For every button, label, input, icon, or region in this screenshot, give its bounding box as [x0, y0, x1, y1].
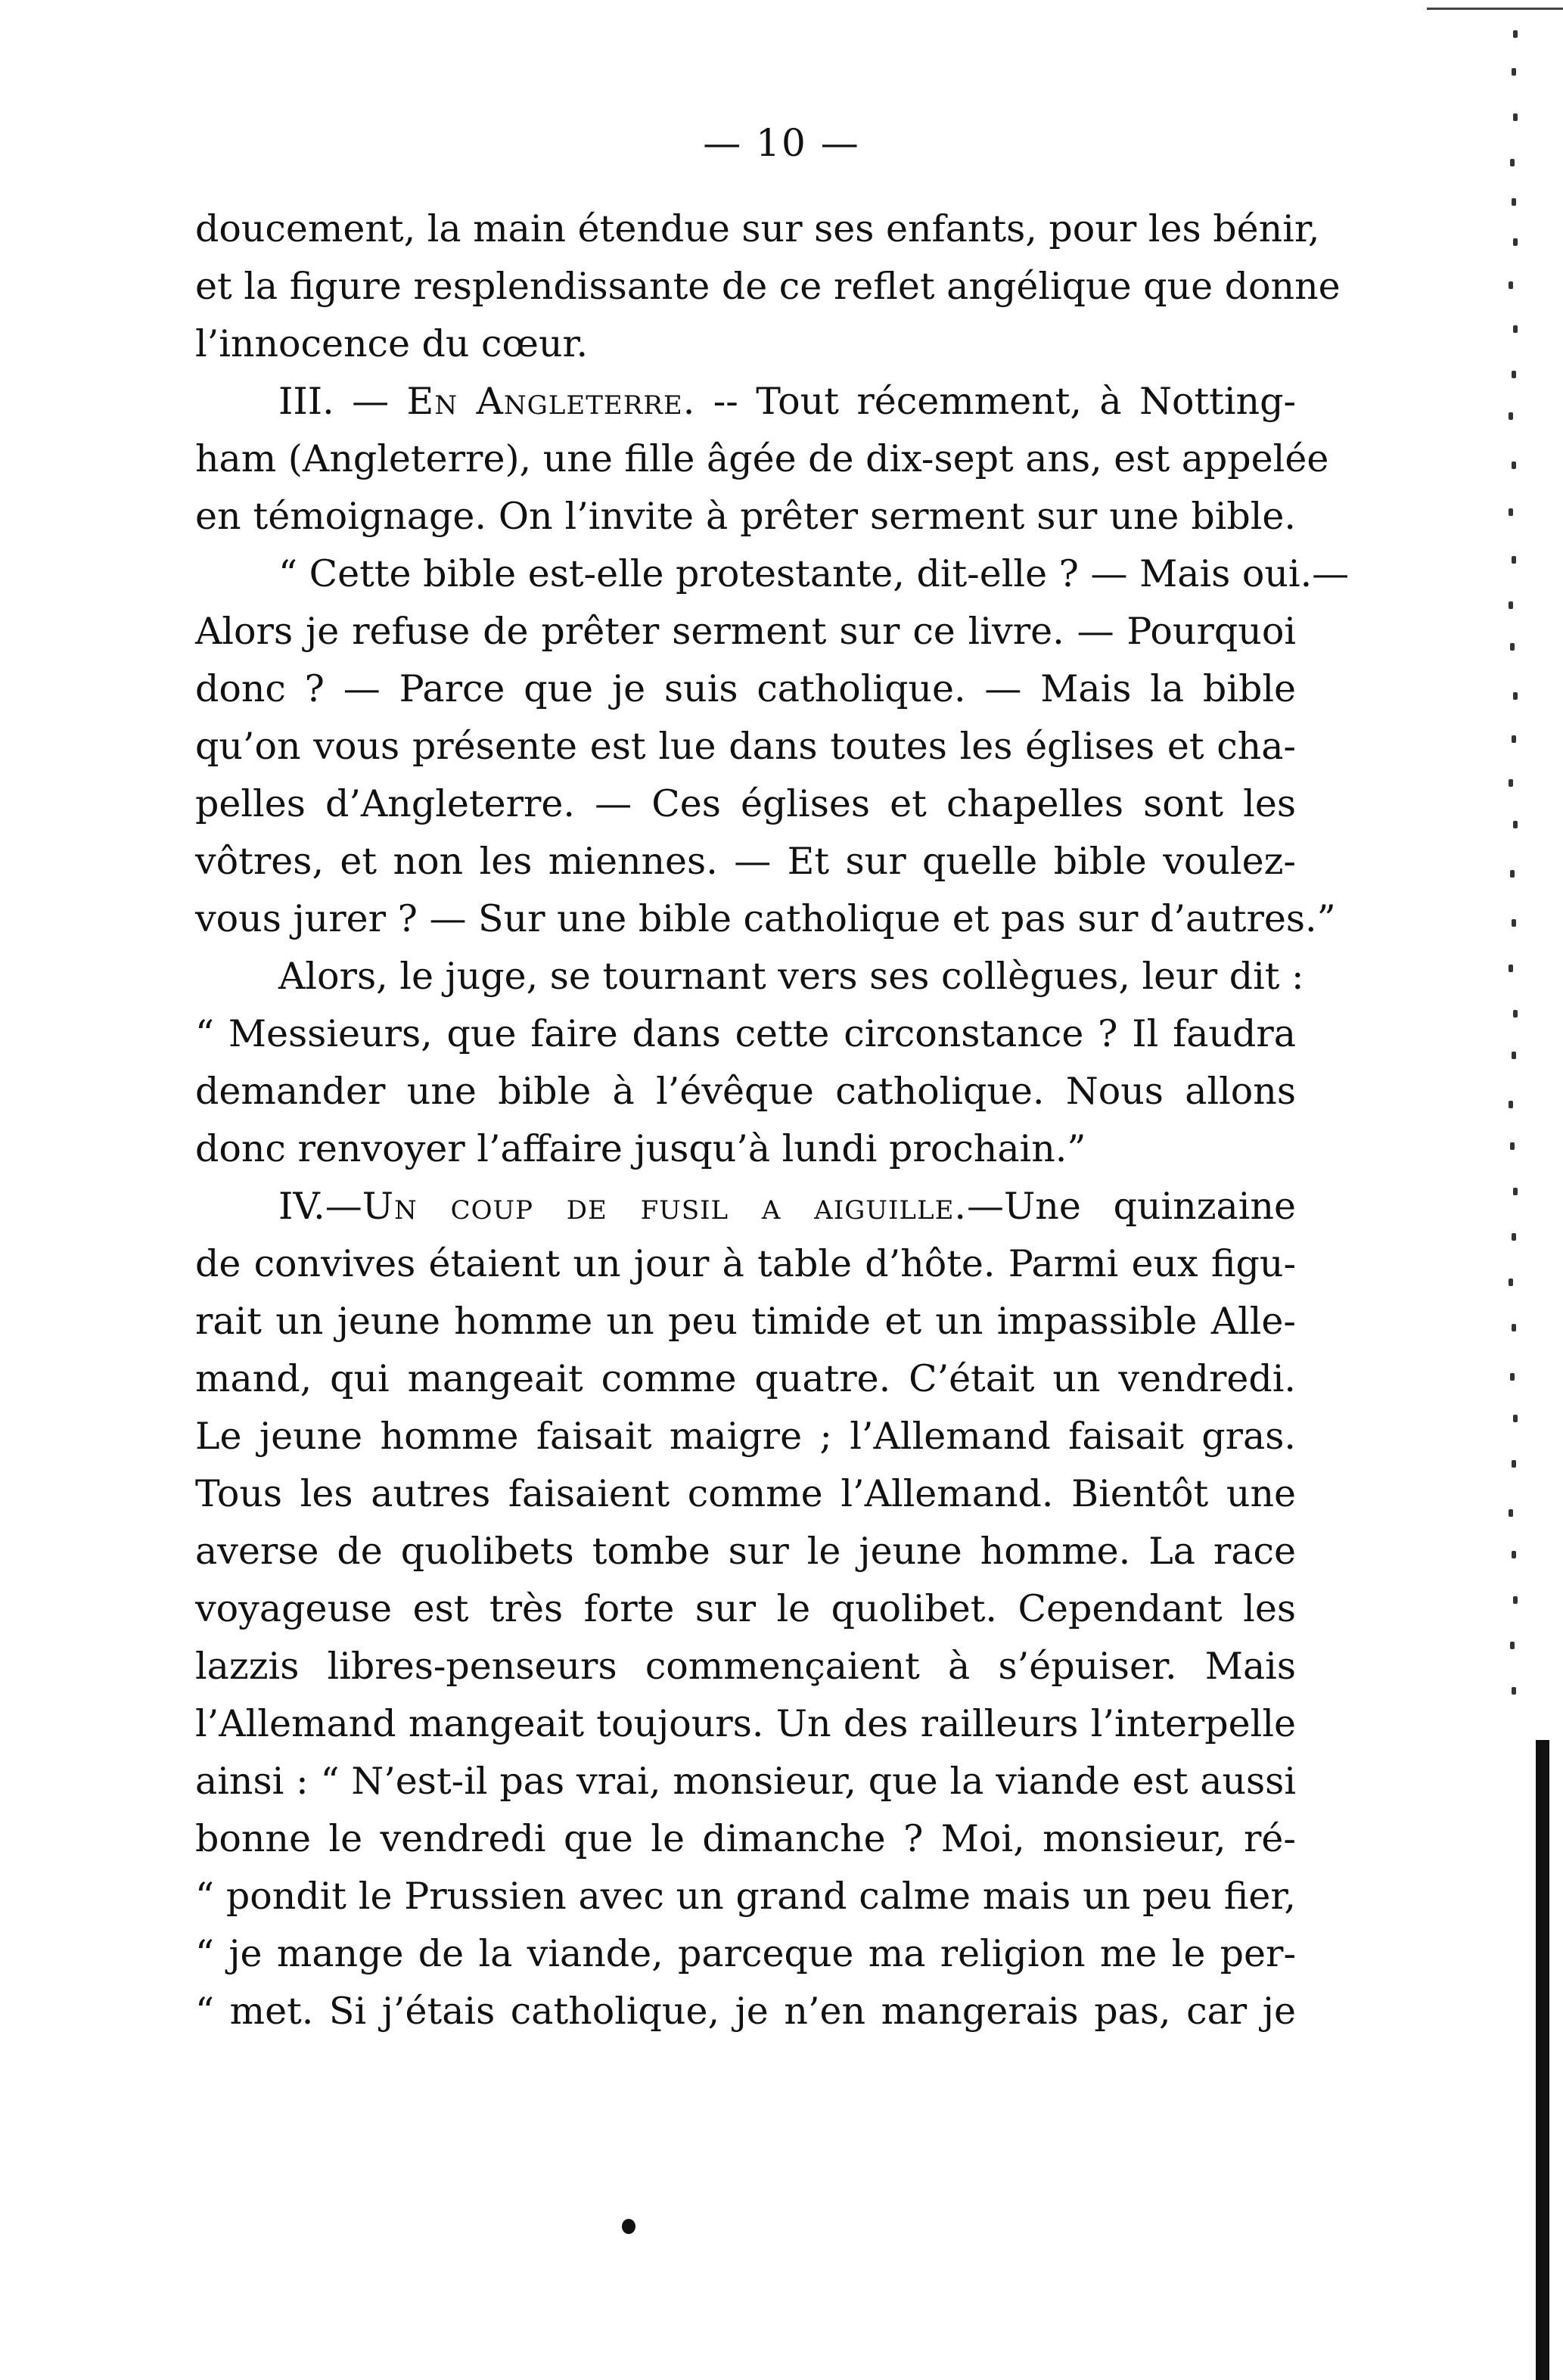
edge-mark	[1510, 643, 1515, 651]
edge-mark	[1509, 779, 1513, 787]
section-heading-line	[195, 1178, 1296, 1235]
edge-mark	[1510, 1142, 1515, 1150]
edge-mark	[1513, 238, 1518, 246]
text-line: “ je mange de la viande, parceque ma religion me le per-	[195, 1932, 1296, 1975]
section-number: III. —	[278, 380, 407, 423]
text-line: Alors je refuse de prêter serment sur ce livre. — Pourquoi	[195, 610, 1296, 653]
body-text	[195, 200, 1350, 2040]
edge-mark	[1513, 30, 1518, 38]
edge-mark	[1510, 870, 1515, 878]
text-line: en témoignage. On l’invite à prêter serment sur une bible.	[195, 495, 1296, 538]
text-line: de convives étaient un jour à table d’hôte. Parmi eux figu-	[195, 1242, 1296, 1285]
text-line: et la figure resplendissante de ce reflet angélique que donne	[195, 265, 1341, 308]
text-line: mand, qui mangeait comme quatre. C’était un vendredi.	[195, 1357, 1296, 1400]
edge-mark	[1512, 1233, 1516, 1241]
edge-mark	[1512, 1324, 1516, 1331]
edge-mark	[1509, 1509, 1513, 1517]
text-line: averse de quolibets tombe sur le jeune homme. La race	[195, 1530, 1296, 1573]
text-line: vous jurer ? — Sur une bible catholique et pas sur d’autres.”	[195, 897, 1336, 940]
edge-mark	[1513, 325, 1518, 333]
edge-mark	[1512, 1687, 1516, 1695]
edge-mark	[1512, 371, 1516, 378]
text-line: l’Allemand mangeait toujours. Un des railleurs l’interpelle	[195, 1702, 1296, 1745]
text-line: “ pondit le Prussien avec un grand calme mais un peu fier,	[195, 1875, 1296, 1918]
edge-mark	[1512, 1551, 1516, 1558]
binding-edge	[1465, 0, 1563, 2380]
edge-mark	[1509, 508, 1513, 516]
section-title: Un coup de fusil a aiguille.	[362, 1185, 967, 1228]
text-line: “ Messieurs, que faire dans cette circonstance ? Il faudra	[195, 1012, 1296, 1055]
text-line: Le jeune homme faisait maigre ; l’Allemand faisait gras.	[195, 1415, 1296, 1458]
text-line: Tous les autres faisaient comme l’Allemand. Bientôt une	[195, 1472, 1296, 1515]
text-line: “ met. Si j’étais catholique, je n’en mangerais pas, car je	[195, 1990, 1296, 2033]
edge-mark	[1513, 1188, 1518, 1195]
text-line: demander une bible à l’évêque catholique. Nous allons	[195, 1070, 1296, 1113]
text-line: bonne le vendredi que le dimanche ? Moi, monsieur, ré-	[195, 1817, 1296, 1860]
section-heading-line	[195, 373, 1296, 430]
text-line: voyageuse est très forte sur le quolibet. Cependant les	[195, 1587, 1296, 1630]
edge-mark	[1512, 556, 1516, 564]
edge-mark	[1509, 412, 1513, 420]
text-line: ainsi : “ N’est-il pas vrai, monsieur, que la viande est aussi	[195, 1760, 1296, 1803]
text-line: donc renvoyer l’affaire jusqu’à lundi prochain.”	[195, 1127, 1086, 1170]
text-line: rait un jeune homme un peu timide et un impassible Alle-	[195, 1300, 1296, 1343]
text-line: Alors, le juge, se tournant vers ses collègues, leur dit :	[278, 955, 1304, 998]
section-title: En Angleterre.	[406, 380, 696, 423]
text-line: qu’on vous présente est lue dans toutes les églises et cha-	[195, 725, 1296, 768]
text-line: donc ? — Parce que je suis catholique. — Mais la bible	[195, 667, 1296, 710]
section-number: IV.—	[278, 1185, 362, 1228]
edge-mark	[1510, 159, 1515, 166]
edge-mark	[1513, 1596, 1518, 1604]
section-text: -- Tout récemment, à Notting-	[695, 380, 1296, 423]
text-line: l’innocence du cœur.	[195, 322, 589, 365]
text-line: pelles d’Angleterre. — Ces églises et chapelles sont les	[195, 782, 1296, 825]
edge-mark	[1510, 1373, 1515, 1381]
edge-mark	[1513, 821, 1518, 828]
section-text: —Une quinzaine	[966, 1185, 1296, 1228]
edge-mark	[1512, 919, 1516, 927]
edge-mark	[1513, 113, 1518, 121]
edge-mark	[1509, 601, 1513, 609]
edge-mark	[1512, 1460, 1516, 1468]
text-line: “ Cette bible est-elle protestante, dit-elle ? — Mais oui.—	[278, 552, 1350, 595]
edge-mark	[1513, 692, 1518, 700]
edge-mark	[1509, 965, 1513, 972]
edge-mark	[1509, 1101, 1513, 1108]
edge-mark	[1512, 1052, 1516, 1059]
edge-mark	[1512, 198, 1516, 206]
page-number: — 10 —	[703, 121, 860, 165]
edge-mark	[1512, 461, 1516, 469]
edge-mark	[1513, 1415, 1518, 1422]
text-line: vôtres, et non les miennes. — Et sur quelle bible voulez-	[195, 840, 1296, 883]
text-line: lazzis libres-penseurs commençaient à s’épuiser. Mais	[195, 1645, 1296, 1688]
edge-mark	[1513, 1010, 1518, 1018]
binding-shadow	[1536, 1740, 1549, 2380]
edge-mark	[1509, 281, 1513, 289]
edge-mark	[1510, 1642, 1515, 1649]
ink-dot	[622, 2219, 635, 2234]
edge-mark	[1512, 735, 1516, 743]
edge-mark	[1512, 68, 1516, 76]
text-line: ham (Angleterre), une fille âgée de dix-sept ans, est appelée	[195, 437, 1329, 480]
text-line: doucement, la main étendue sur ses enfants, pour les bénir,	[195, 207, 1320, 250]
edge-mark	[1509, 1279, 1513, 1286]
